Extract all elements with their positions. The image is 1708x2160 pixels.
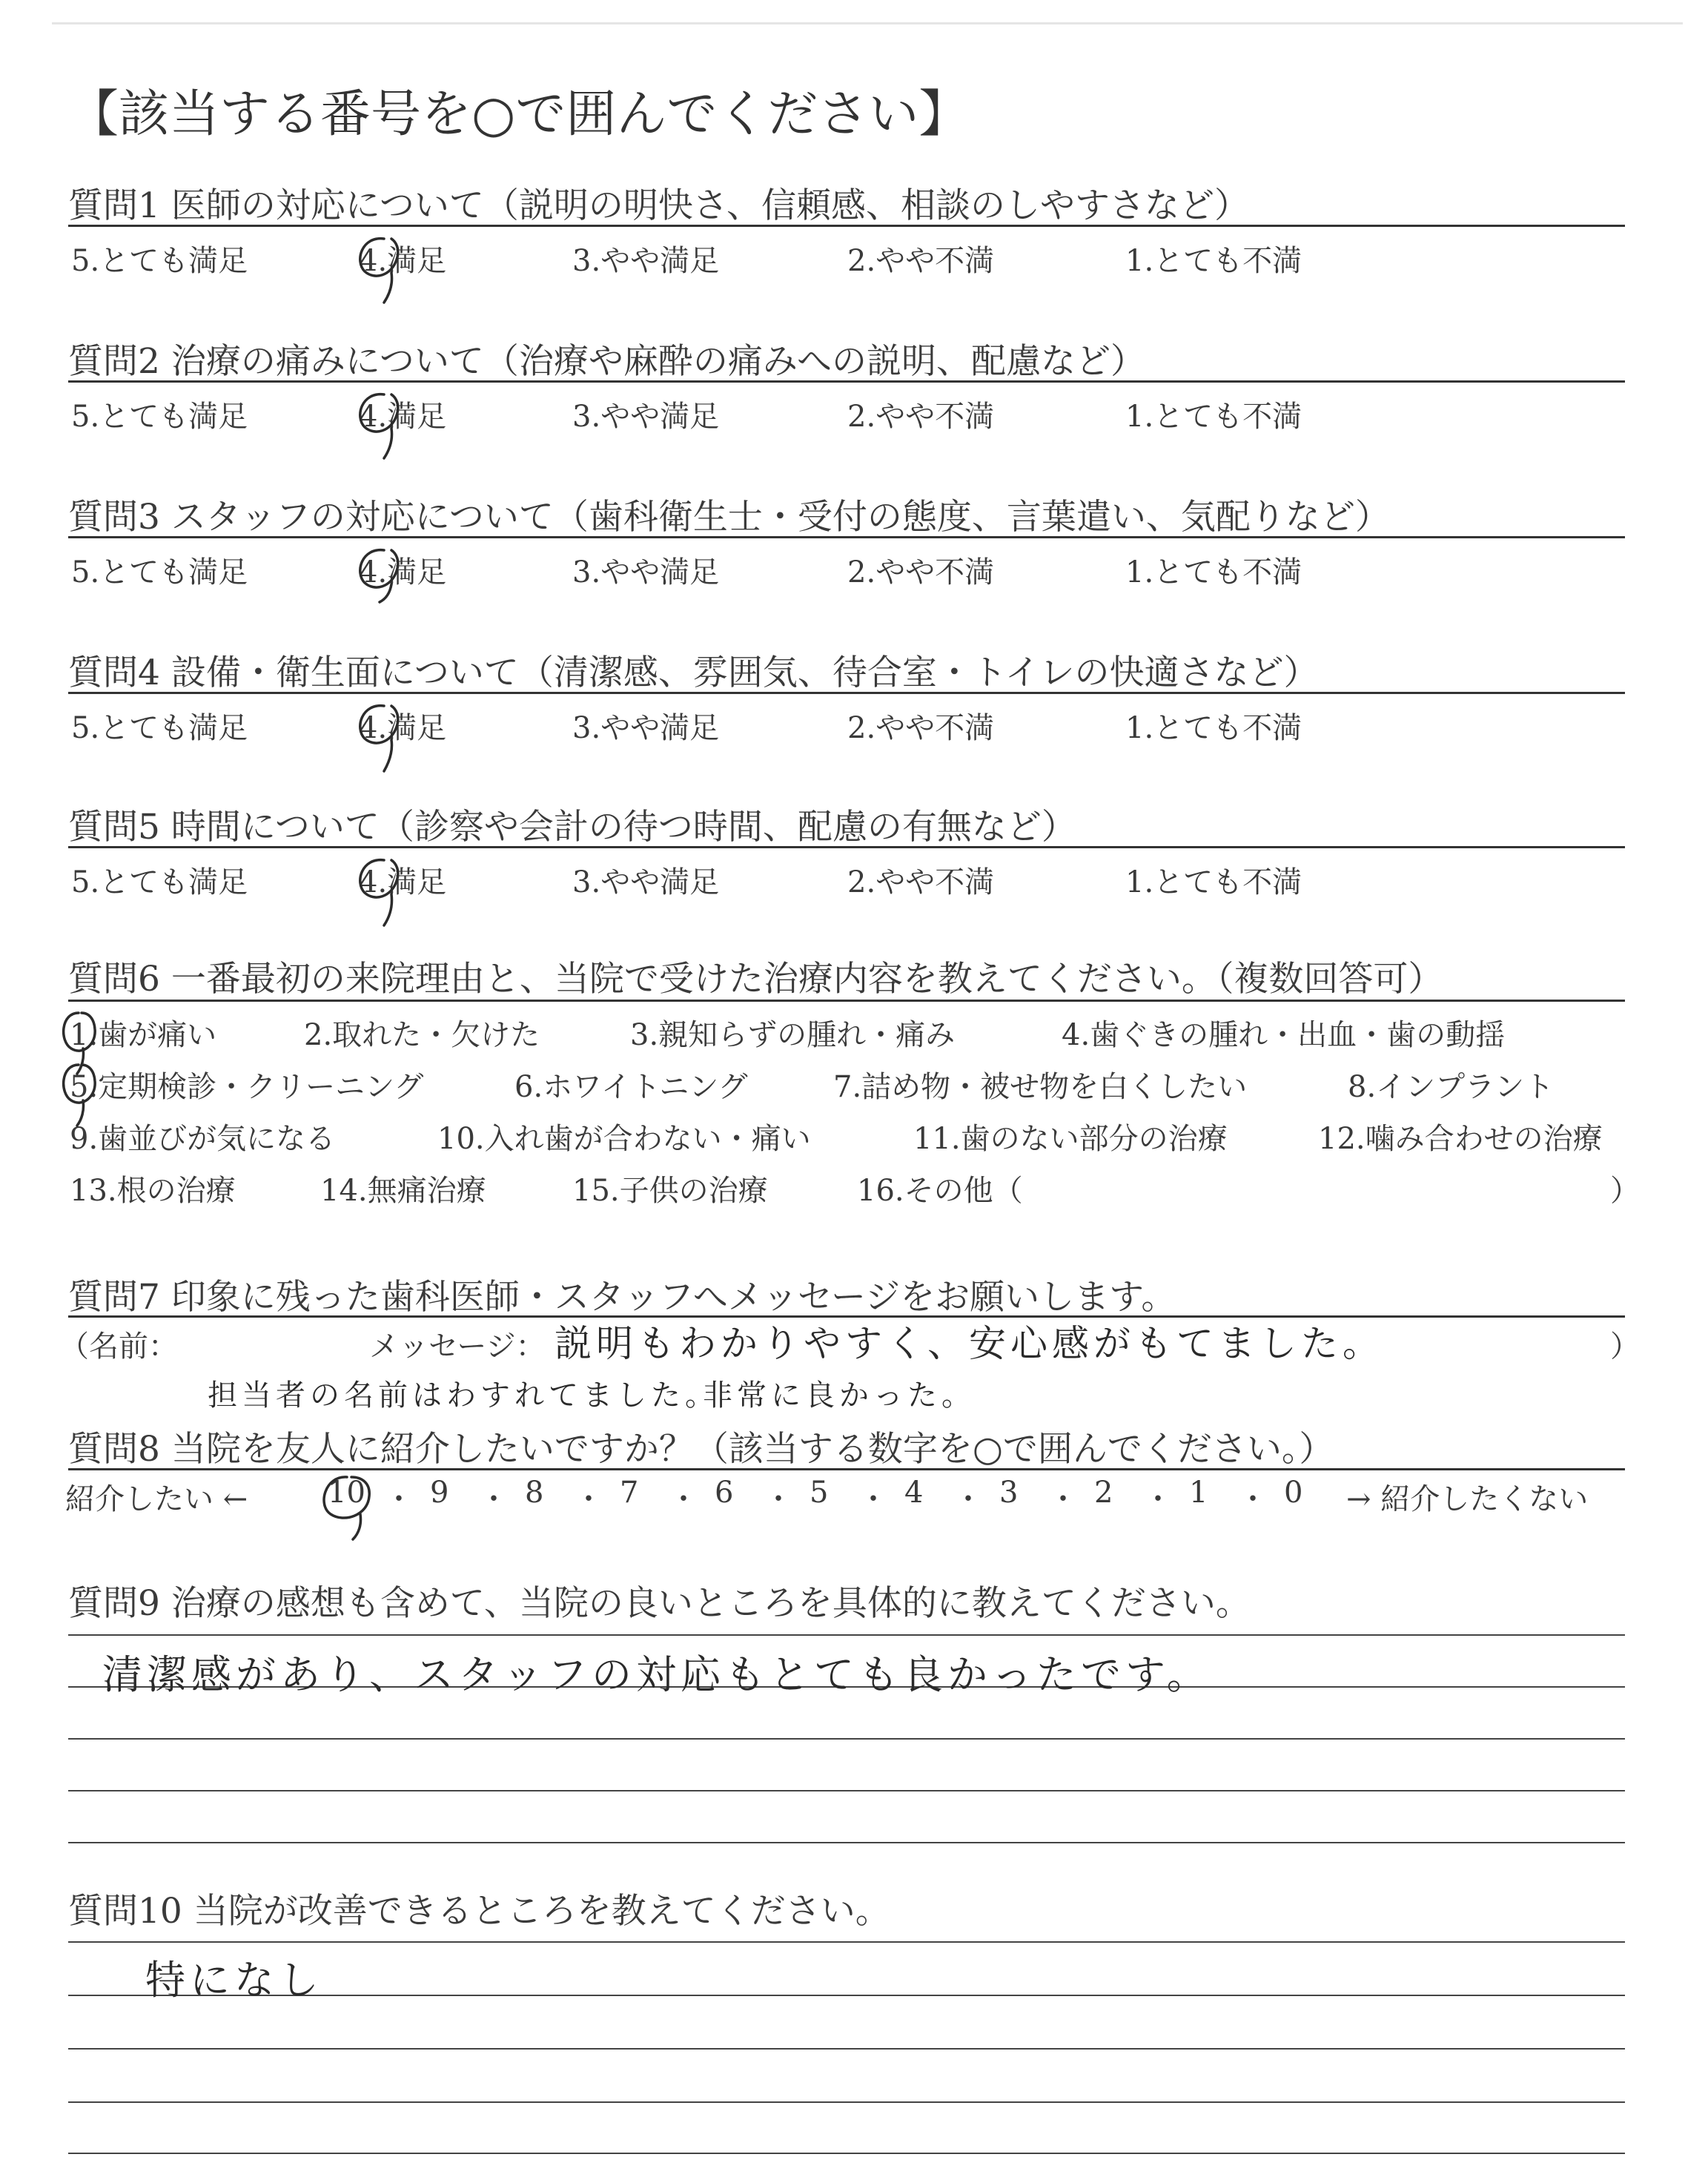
q2-option-5[interactable]: 5.とても満足	[71, 400, 248, 434]
q5-option-3[interactable]: 3.やや満足	[572, 865, 720, 899]
q8-number-8[interactable]: 8	[525, 1476, 544, 1510]
q5-option-2[interactable]: 2.やや不満	[847, 865, 995, 899]
question-3-rule	[68, 536, 1625, 538]
q6-option-15[interactable]: 15.子供の治療	[572, 1174, 768, 1208]
q6-option-10[interactable]: 10.入れ歯が合わない・痛い	[437, 1122, 811, 1156]
q1-option-1[interactable]: 1.とても不満	[1125, 244, 1302, 278]
q6-option-16[interactable]: 16.その他（	[857, 1174, 1023, 1208]
q7-message-label: メッセージ：	[369, 1330, 546, 1364]
q8-separator-dot: ・	[384, 1482, 414, 1516]
q3-option-3[interactable]: 3.やや満足	[572, 555, 720, 589]
page-top-edge	[52, 22, 1683, 24]
q10-line-5	[68, 2153, 1625, 2154]
q10-line-4	[68, 2101, 1625, 2103]
question-8-heading: 質問8 当院を友人に紹介したいですか？（該当する数字を○で囲んでください。）	[68, 1429, 1334, 1470]
form-title: 【該当する番号を○で囲んでください】	[68, 85, 970, 144]
q6-option-7[interactable]: 7.詰め物・被せ物を白くしたい	[833, 1070, 1248, 1104]
q7-close-paren: ）	[1610, 1330, 1640, 1364]
question-2-rule	[68, 380, 1625, 383]
q8-number-6[interactable]: 6	[715, 1476, 734, 1510]
q8-separator-dot: ・	[574, 1482, 603, 1516]
question-3-heading: 質問3 スタッフの対応について（歯科衛生士・受付の態度、言葉遣い、気配りなど）	[68, 497, 1390, 538]
q8-number-3[interactable]: 3	[999, 1476, 1019, 1510]
q2-option-4[interactable]: 4.満足	[359, 400, 447, 434]
q7-note-handwritten-2: 非常に良かった。	[703, 1378, 976, 1413]
question-10-heading: 質問10 当院が改善できるところを教えてください。	[68, 1891, 890, 1932]
q8-separator-dot: ・	[1238, 1482, 1268, 1516]
q8-number-2[interactable]: 2	[1094, 1476, 1113, 1510]
q8-number-9[interactable]: 9	[430, 1476, 449, 1510]
q1-option-4[interactable]: 4.満足	[359, 244, 447, 278]
question-2-heading: 質問2 治療の痛みについて（治療や麻酔の痛みへの説明、配慮など）	[68, 341, 1145, 382]
q6-option-14[interactable]: 14.無痛治療	[320, 1174, 486, 1208]
q4-option-2[interactable]: 2.やや不満	[847, 711, 995, 745]
q9-line-1	[68, 1634, 1625, 1636]
q8-number-1[interactable]: 1	[1189, 1476, 1208, 1510]
q8-number-5[interactable]: 5	[810, 1476, 829, 1510]
q9-line-4	[68, 1790, 1625, 1791]
q8-number-0[interactable]: 0	[1284, 1476, 1303, 1510]
q9-line-5	[68, 1842, 1625, 1843]
q2-option-2[interactable]: 2.やや不満	[847, 400, 995, 434]
q8-separator-dot: ・	[1143, 1482, 1173, 1516]
q4-option-1[interactable]: 1.とても不満	[1125, 711, 1302, 745]
question-6-rule	[68, 1000, 1625, 1002]
q3-option-5[interactable]: 5.とても満足	[71, 555, 248, 589]
q4-option-5[interactable]: 5.とても満足	[71, 711, 248, 745]
question-1-heading: 質問1 医師の対応について（説明の明快さ、信頼感、相談のしやすさなど）	[68, 185, 1250, 226]
q1-option-2[interactable]: 2.やや不満	[847, 244, 995, 278]
q6-option-12[interactable]: 12.噛み合わせの治療	[1318, 1122, 1603, 1156]
q8-separator-dot: ・	[669, 1482, 698, 1516]
q6-option-11[interactable]: 11.歯のない部分の治療	[913, 1122, 1228, 1156]
q5-option-5[interactable]: 5.とても満足	[71, 865, 248, 899]
q1-option-3[interactable]: 3.やや満足	[572, 244, 720, 278]
question-4-rule	[68, 692, 1625, 694]
q10-line-3	[68, 2048, 1625, 2050]
q8-separator-dot: ・	[1048, 1482, 1078, 1516]
q6-option-1[interactable]: 1.歯が痛い	[70, 1018, 217, 1052]
question-7-heading: 質問7 印象に残った歯科医師・スタッフへメッセージをお願いします。	[68, 1277, 1176, 1318]
question-6-heading: 質問6 一番最初の来院理由と、当院で受けた治療内容を教えてください。（複数回答可）	[68, 959, 1443, 1000]
question-5-heading: 質問5 時間について（診察や会計の待つ時間、配慮の有無など）	[68, 807, 1076, 848]
q7-note-handwritten-1: 担当者の名前はわすれてました。	[208, 1378, 719, 1413]
q10-line-1	[68, 1941, 1625, 1943]
q5-option-4[interactable]: 4.満足	[359, 865, 447, 899]
q3-option-4[interactable]: 4.満足	[359, 555, 447, 589]
q6-option-4[interactable]: 4.歯ぐきの腫れ・出血・歯の動揺	[1062, 1018, 1506, 1052]
q3-option-1[interactable]: 1.とても不満	[1125, 555, 1302, 589]
q4-option-4[interactable]: 4.満足	[359, 711, 447, 745]
q6-option-8[interactable]: 8.インプラント	[1348, 1070, 1555, 1104]
q6-option-9[interactable]: 9.歯並びが気になる	[70, 1122, 336, 1156]
q2-option-1[interactable]: 1.とても不満	[1125, 400, 1302, 434]
q8-separator-dot: ・	[858, 1482, 888, 1516]
question-5-rule	[68, 846, 1625, 848]
q6-option-2[interactable]: 2.取れた・欠けた	[304, 1018, 540, 1052]
q8-number-7[interactable]: 7	[620, 1476, 639, 1510]
q6-option-13[interactable]: 13.根の治療	[70, 1174, 236, 1208]
q8-number-4[interactable]: 4	[904, 1476, 924, 1510]
q9-line-3	[68, 1738, 1625, 1740]
question-4-heading: 質問4 設備・衛生面について（清潔感、雰囲気、待合室・トイレの快適さなど）	[68, 653, 1319, 693]
q8-separator-dot: ・	[764, 1482, 793, 1516]
q8-separator-dot: ・	[953, 1482, 983, 1516]
q8-left-label: 紹介したい ←	[65, 1482, 248, 1516]
q1-option-5[interactable]: 5.とても満足	[71, 244, 248, 278]
q10-answer-handwritten[interactable]: 特になし	[145, 1957, 323, 2004]
question-1-rule	[68, 225, 1625, 227]
q6-option-5[interactable]: 5.定期検診・クリーニング	[70, 1070, 424, 1104]
q8-right-label: → 紹介したくない	[1346, 1482, 1589, 1516]
q9-answer-handwritten[interactable]: 清潔感があり、スタッフの対応もとても良かったです。	[102, 1651, 1211, 1698]
q5-option-1[interactable]: 1.とても不満	[1125, 865, 1302, 899]
q3-option-2[interactable]: 2.やや不満	[847, 555, 995, 589]
q4-option-3[interactable]: 3.やや満足	[572, 711, 720, 745]
q8-number-10[interactable]: 10	[328, 1476, 365, 1510]
q8-separator-dot: ・	[479, 1482, 509, 1516]
q2-option-3[interactable]: 3.やや満足	[572, 400, 720, 434]
question-8-rule	[68, 1468, 1625, 1470]
q7-name-label: （名前：	[59, 1330, 178, 1364]
q7-message-handwritten[interactable]: 説明もわかりやすく、安心感がもてました。	[555, 1322, 1384, 1365]
question-9-heading: 質問9 治療の感想も含めて、当院の良いところを具体的に教えてください。	[68, 1583, 1251, 1624]
q6-option-16-close: ）	[1610, 1174, 1640, 1208]
q6-option-3[interactable]: 3.親知らずの腫れ・痛み	[630, 1018, 956, 1052]
q6-option-6[interactable]: 6.ホワイトニング	[514, 1070, 748, 1104]
